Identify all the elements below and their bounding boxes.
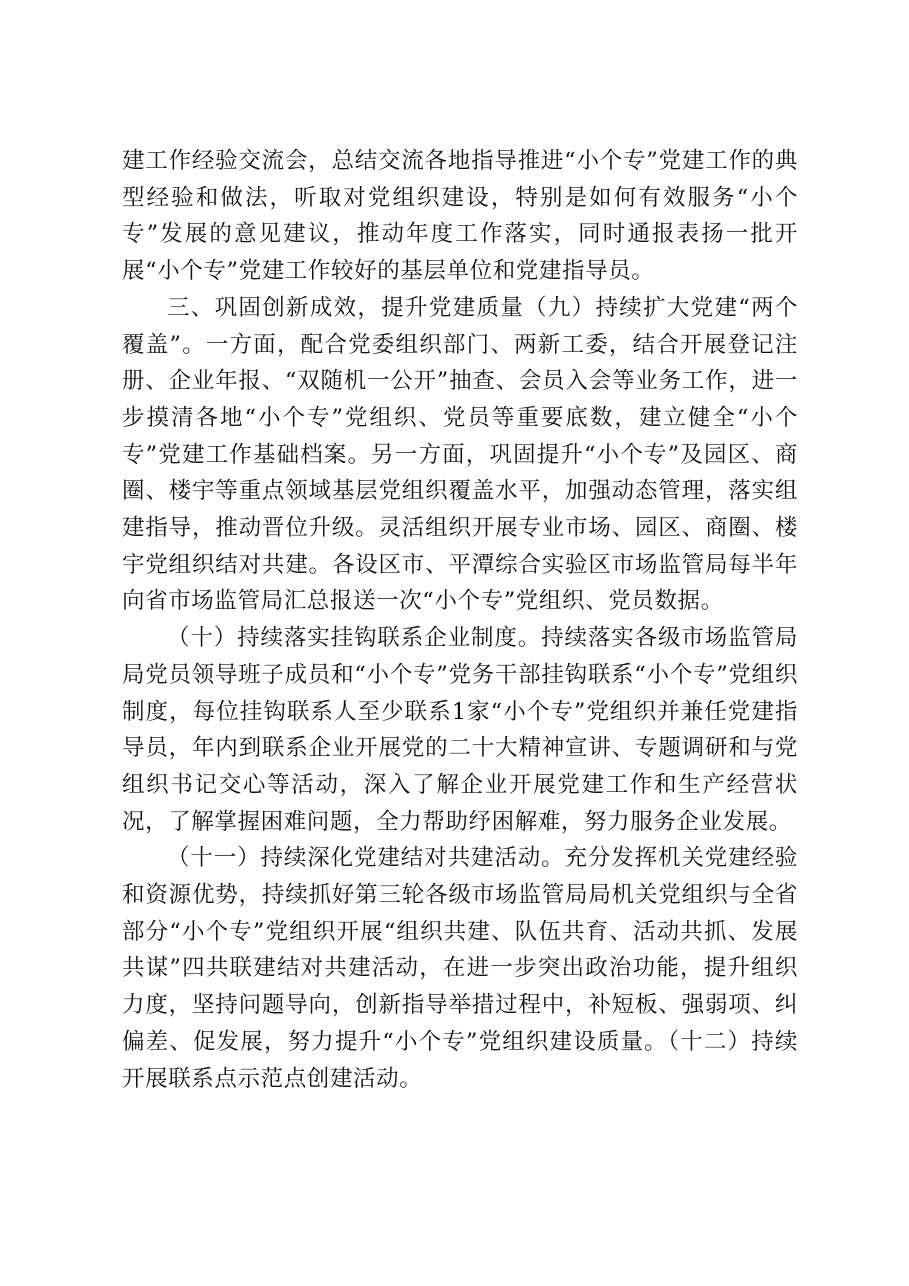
paragraph-4: （十一）持续深化党建结对共建活动。充分发挥机关党建经验和资源优势，持续抓好第三轮各级市场监管局局机关党组织与全省部分“小个专”党组织开展“组织共建、队伍共育、活动共抓、发展共谋”四共联建结对共建活动，在进一步突出政治功能，提升组织力度，坚持问题导向，创新指导举措过程中，补短板、强弱项、纠偏差、促发展，努力提升“小个专”党组织建设质量。（十二）持续开展联系点示范点创建活动。 bbox=[122, 845, 798, 1092]
paragraph-2: 三、巩固创新成效，提升党建质量（九）持续扩大党建“两个覆盖”。一方面，配合党委组织部门、两新工委，结合开展登记注册、企业年报、“双随机一公开”抽查、会员入会等业务工作，进一步摸清各地“小个专”党组织、党员等重要底数，建立健全“小个专”党建工作基础档案。另一方面，巩固提升“小个专”及园区、商圈、楼宇等重点领域基层党组织覆盖水平，加强动态管理，落实组建指导，推动晋位升级。灵活组织开展专业市场、园区、商圈、楼宇党组织结对共建。各设区市、平潭综合实验区市场监管局每半年向省市场监管局汇总报送一次“小个专”党组织、党员数据。 bbox=[122, 294, 798, 615]
paragraph-1: 建工作经验交流会，总结交流各地指导推进“小个专”党建工作的典型经验和做法，听取对党组织建设，特别是如何有效服务“小个专”发展的意见建议，推动年度工作落实，同时通报表扬一批开展“小个专”党建工作较好的基层单位和党建指导员。 bbox=[122, 148, 798, 285]
paragraph-3: （十）持续落实挂钩联系企业制度。持续落实各级市场监管局局党员领导班子成员和“小个专”党务干部挂钩联系“小个专”党组织制度，每位挂钩联系人至少联系1家“小个专”党组织并兼任党建指导员，年内到联系企业开展党的二十大精神宣讲、专题调研和与党组织书记交心等活动，深入了解企业开展党建工作和生产经营状况，了解掌握困难问题，全力帮助纾困解难，努力服务企业发展。 bbox=[122, 625, 798, 835]
document-body bbox=[122, 143, 798, 1097]
